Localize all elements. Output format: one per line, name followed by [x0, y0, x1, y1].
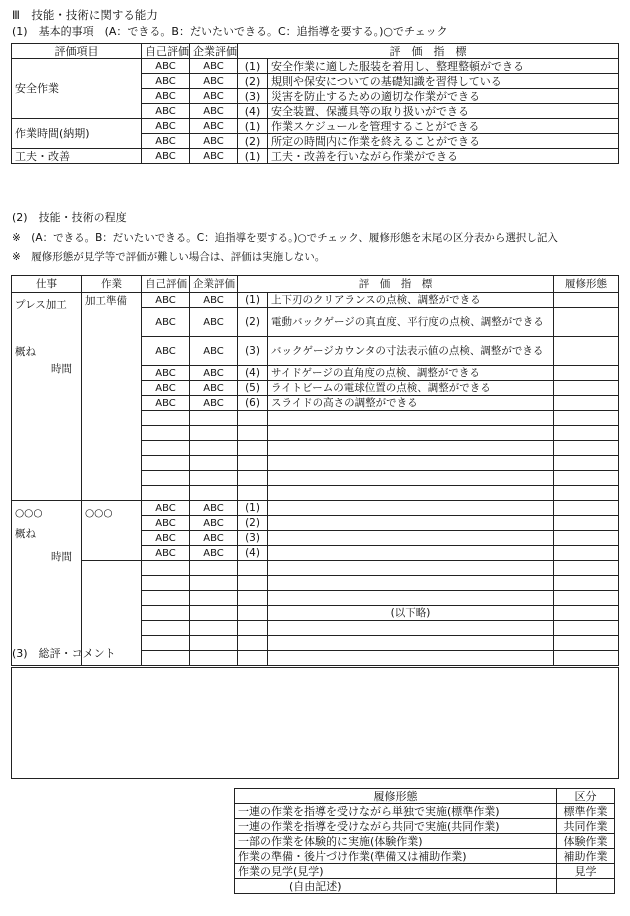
approx-label: 概ね	[15, 346, 36, 358]
self-eval-choice[interactable]: ABC	[142, 74, 190, 89]
self-eval-blank[interactable]	[142, 621, 190, 636]
row-number: (1)	[238, 119, 268, 134]
indicator-blank[interactable]	[268, 411, 554, 426]
study-form-cell[interactable]	[554, 396, 619, 411]
basic-items-table	[11, 43, 619, 164]
study-form-cell[interactable]	[554, 636, 619, 651]
indicator-text: 災害を防止するための適切な作業ができる	[268, 89, 619, 104]
row-number: (2)	[238, 74, 268, 89]
part2-heading: (2) 技能・技術の程度	[12, 211, 127, 224]
legend-kind: 共同作業	[557, 819, 615, 834]
legend-kind: 補助作業	[557, 849, 615, 864]
row-number: (3)	[238, 89, 268, 104]
row-number-blank	[238, 636, 268, 651]
self-eval-choice[interactable]: ABC	[142, 381, 190, 396]
company-eval-blank[interactable]	[190, 621, 238, 636]
company-eval-choice[interactable]: ABC	[190, 308, 238, 337]
row-number: (1)	[238, 149, 268, 164]
indicator-text: バックゲージカウンタの寸法表示値の点検、調整ができる	[268, 337, 554, 366]
company-eval-choice[interactable]: ABC	[190, 516, 238, 531]
self-eval-choice[interactable]: ABC	[142, 104, 190, 119]
row-number-blank	[238, 486, 268, 501]
hours-label: 時間	[51, 551, 72, 563]
company-eval-blank[interactable]	[190, 411, 238, 426]
company-eval-choice[interactable]: ABC	[190, 134, 238, 149]
header-eval-item: 評価項目	[12, 44, 142, 59]
row-number: (1)	[238, 59, 268, 74]
self-eval-choice[interactable]: ABC	[142, 366, 190, 381]
indicator-blank[interactable]	[268, 501, 554, 516]
indicator-text: 安全装置、保護具等の取り扱いができる	[268, 104, 619, 119]
study-form-cell[interactable]	[554, 411, 619, 426]
job-cell-other	[12, 501, 82, 666]
row-number-blank	[238, 456, 268, 471]
item-improvement: 工夫・改善	[12, 149, 142, 164]
study-form-cell[interactable]	[554, 606, 619, 621]
study-form-cell[interactable]	[554, 501, 619, 516]
study-form-cell[interactable]	[554, 366, 619, 381]
hours-label: 時間	[51, 363, 72, 375]
part2-note-2: ※ 履修形態が見学等で評価が難しい場合は、評価は実施しない。	[12, 251, 326, 263]
indicator-text: 作業スケジュールを管理することができる	[268, 119, 619, 134]
header-indicator: 評 価 指 標	[238, 44, 619, 59]
self-eval-choice[interactable]: ABC	[142, 149, 190, 164]
self-eval-blank[interactable]	[142, 471, 190, 486]
header-study-form: 履修形態	[554, 276, 619, 293]
legend-form: 一部の作業を体験的に実施(体験作業)	[235, 834, 557, 849]
self-eval-blank[interactable]	[142, 441, 190, 456]
row-number: (4)	[238, 546, 268, 561]
comment-box[interactable]	[11, 667, 619, 779]
study-form-cell[interactable]	[554, 308, 619, 337]
self-eval-choice[interactable]: ABC	[142, 134, 190, 149]
company-eval-blank[interactable]	[190, 471, 238, 486]
indicator-blank[interactable]	[268, 426, 554, 441]
row-number-blank	[238, 426, 268, 441]
row-number-blank	[238, 606, 268, 621]
company-eval-choice[interactable]: ABC	[190, 149, 238, 164]
job-name: プレス加工	[15, 299, 67, 311]
self-eval-blank[interactable]	[142, 561, 190, 576]
header-company-eval: 企業評価	[190, 44, 238, 59]
company-eval-blank[interactable]	[190, 576, 238, 591]
indicator-blank[interactable]	[268, 621, 554, 636]
row-number: (5)	[238, 381, 268, 396]
self-eval-choice[interactable]: ABC	[142, 396, 190, 411]
indicator-text: 上下刃のクリアランスの点検、調整ができる	[268, 293, 554, 308]
legend-form: (自由記述)	[235, 879, 557, 894]
self-eval-choice[interactable]: ABC	[142, 59, 190, 74]
task-name: 加工準備	[82, 293, 142, 501]
row-number-blank	[238, 561, 268, 576]
job-name: ○○○	[15, 507, 43, 519]
study-form-cell[interactable]	[554, 426, 619, 441]
company-eval-choice[interactable]: ABC	[190, 396, 238, 411]
indicator-text: 所定の時間内に作業を終えることができる	[268, 134, 619, 149]
self-eval-blank[interactable]	[142, 591, 190, 606]
part1-heading: (1) 基本的事項 (A：できる。B：だいたいできる。C：追指導を要する。)○でチェック	[12, 25, 448, 38]
self-eval-blank[interactable]	[142, 636, 190, 651]
indicator-text: スライドの高さの調整ができる	[268, 396, 554, 411]
row-number: (3)	[238, 337, 268, 366]
skill-level-table	[11, 275, 619, 666]
indicator-blank[interactable]	[268, 531, 554, 546]
legend-form: 一連の作業を指導を受けながら単独で実施(標準作業)	[235, 804, 557, 819]
row-number-blank	[238, 441, 268, 456]
indicator-text: 規則や保安についての基礎知識を習得している	[268, 74, 619, 89]
self-eval-blank[interactable]	[142, 606, 190, 621]
indicator-blank[interactable]	[268, 546, 554, 561]
indicator-blank[interactable]	[268, 516, 554, 531]
self-eval-choice[interactable]: ABC	[142, 89, 190, 104]
legend-form: 一連の作業を指導を受けながら共同で実施(共同作業)	[235, 819, 557, 834]
company-eval-choice[interactable]: ABC	[190, 104, 238, 119]
company-eval-choice[interactable]: ABC	[190, 337, 238, 366]
self-eval-choice[interactable]: ABC	[142, 293, 190, 308]
company-eval-blank[interactable]	[190, 561, 238, 576]
header-job: 仕事	[12, 276, 82, 293]
company-eval-blank[interactable]	[190, 636, 238, 651]
indicator-text: 電動バックゲージの真直度、平行度の点検、調整ができる	[268, 308, 554, 337]
company-eval-blank[interactable]	[190, 591, 238, 606]
self-eval-blank[interactable]	[142, 426, 190, 441]
self-eval-choice[interactable]: ABC	[142, 531, 190, 546]
row-number-blank	[238, 576, 268, 591]
self-eval-blank[interactable]	[142, 486, 190, 501]
company-eval-choice[interactable]: ABC	[190, 59, 238, 74]
study-form-cell[interactable]	[554, 441, 619, 456]
indicator-blank[interactable]	[268, 471, 554, 486]
study-form-cell[interactable]	[554, 471, 619, 486]
row-number: (6)	[238, 396, 268, 411]
study-form-legend	[234, 788, 615, 894]
self-eval-choice[interactable]: ABC	[142, 337, 190, 366]
study-form-cell[interactable]	[554, 651, 619, 666]
company-eval-blank[interactable]	[190, 651, 238, 666]
row-number-blank	[238, 651, 268, 666]
indicator-blank[interactable]	[268, 441, 554, 456]
company-eval-choice[interactable]: ABC	[190, 531, 238, 546]
self-eval-blank[interactable]	[142, 576, 190, 591]
indicator-text: サイドゲージの直角度の点検、調整ができる	[268, 366, 554, 381]
indicator-text: 安全作業に適した服装を着用し、整理整頓ができる	[268, 59, 619, 74]
row-number: (3)	[238, 531, 268, 546]
row-number: (4)	[238, 366, 268, 381]
self-eval-blank[interactable]	[142, 456, 190, 471]
part3-heading: (3) 総評・コメント	[12, 647, 116, 660]
self-eval-choice[interactable]: ABC	[142, 119, 190, 134]
approx-label: 概ね	[15, 528, 36, 540]
row-number-blank	[238, 591, 268, 606]
self-eval-choice[interactable]: ABC	[142, 516, 190, 531]
indicator-blank[interactable]	[268, 561, 554, 576]
study-form-cell[interactable]	[554, 337, 619, 366]
item-work-time: 作業時間(納期)	[12, 119, 142, 149]
header-company-eval: 企業評価	[190, 276, 238, 293]
indicator-blank[interactable]	[268, 576, 554, 591]
row-number: (1)	[238, 293, 268, 308]
legend-kind: 標準作業	[557, 804, 615, 819]
legend-form: 作業の準備・後片づけ作業(準備又は補助作業)	[235, 849, 557, 864]
legend-kind: 体験作業	[557, 834, 615, 849]
row-number: (2)	[238, 516, 268, 531]
study-form-cell[interactable]	[554, 531, 619, 546]
job-cell-press	[12, 293, 82, 501]
indicator-blank[interactable]	[268, 636, 554, 651]
omitted-note: (以下略)	[268, 606, 554, 621]
company-eval-choice[interactable]: ABC	[190, 381, 238, 396]
indicator-text: ライトビームの電球位置の点検、調整ができる	[268, 381, 554, 396]
self-eval-blank[interactable]	[142, 411, 190, 426]
study-form-cell[interactable]	[554, 516, 619, 531]
task-name: ○○○	[82, 501, 142, 561]
row-number: (1)	[238, 501, 268, 516]
company-eval-choice[interactable]: ABC	[190, 293, 238, 308]
legend-header-form: 履修形態	[235, 789, 557, 804]
company-eval-choice[interactable]: ABC	[190, 74, 238, 89]
study-form-cell[interactable]	[554, 591, 619, 606]
company-eval-choice[interactable]: ABC	[190, 119, 238, 134]
company-eval-blank[interactable]	[190, 606, 238, 621]
row-number-blank	[238, 471, 268, 486]
legend-kind: 見学	[557, 864, 615, 879]
study-form-cell[interactable]	[554, 456, 619, 471]
row-number-blank	[238, 621, 268, 636]
row-number: (2)	[238, 134, 268, 149]
header-indicator: 評 価 指 標	[238, 276, 554, 293]
study-form-cell[interactable]	[554, 621, 619, 636]
company-eval-choice[interactable]: ABC	[190, 89, 238, 104]
company-eval-choice[interactable]: ABC	[190, 366, 238, 381]
company-eval-choice[interactable]: ABC	[190, 546, 238, 561]
study-form-cell[interactable]	[554, 576, 619, 591]
company-eval-blank[interactable]	[190, 426, 238, 441]
header-task: 作業	[82, 276, 142, 293]
item-safety: 安全作業	[12, 59, 142, 119]
part2-note-1: ※ (A：できる。B：だいたいできる。C：追指導を要する。)○でチェック、履修形態を末尾の区分表から選択し記入	[12, 232, 558, 244]
self-eval-choice[interactable]: ABC	[142, 546, 190, 561]
self-eval-blank[interactable]	[142, 651, 190, 666]
study-form-cell[interactable]	[554, 561, 619, 576]
study-form-cell[interactable]	[554, 486, 619, 501]
header-self-eval: 自己評価	[142, 44, 190, 59]
company-eval-blank[interactable]	[190, 486, 238, 501]
indicator-blank[interactable]	[268, 651, 554, 666]
company-eval-blank[interactable]	[190, 456, 238, 471]
study-form-cell[interactable]	[554, 381, 619, 396]
study-form-cell[interactable]	[554, 546, 619, 561]
self-eval-choice[interactable]: ABC	[142, 501, 190, 516]
row-number: (4)	[238, 104, 268, 119]
study-form-cell[interactable]	[554, 293, 619, 308]
indicator-blank[interactable]	[268, 486, 554, 501]
header-self-eval: 自己評価	[142, 276, 190, 293]
company-eval-blank[interactable]	[190, 441, 238, 456]
section-title: Ⅲ 技能・技術に関する能力	[12, 8, 158, 22]
row-number-blank	[238, 411, 268, 426]
row-number: (2)	[238, 308, 268, 337]
legend-form: 作業の見学(見学)	[235, 864, 557, 879]
legend-header-kind: 区分	[557, 789, 615, 804]
self-eval-choice[interactable]: ABC	[142, 308, 190, 337]
company-eval-choice[interactable]: ABC	[190, 501, 238, 516]
indicator-text: 工夫・改善を行いながら作業ができる	[268, 149, 619, 164]
indicator-blank[interactable]	[268, 456, 554, 471]
legend-kind	[557, 879, 615, 894]
indicator-blank[interactable]	[268, 591, 554, 606]
